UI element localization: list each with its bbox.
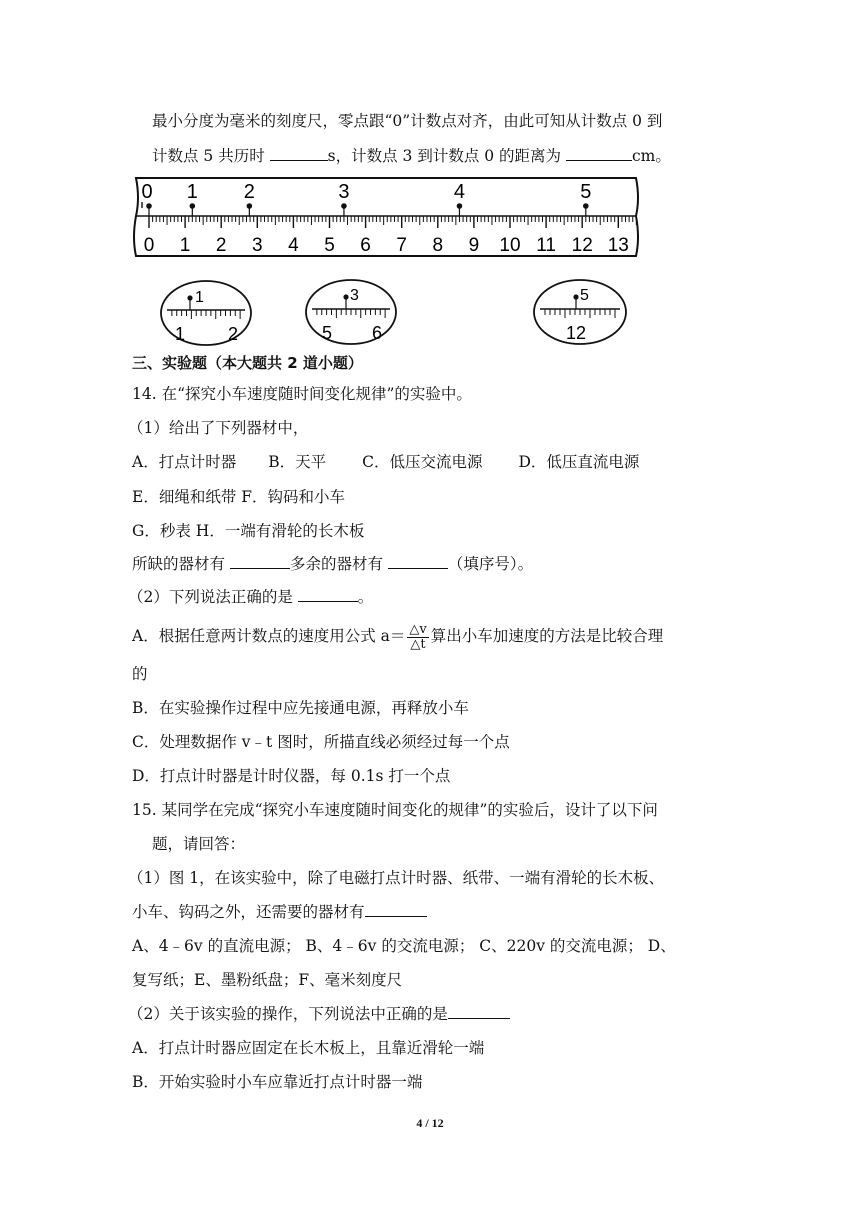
count-point-label: 5 [580, 181, 592, 203]
q14-option-a [132, 622, 663, 652]
part-text: 小车、钩码之外，还需要的器材有 [132, 903, 365, 921]
count-point-label: 4 [453, 181, 466, 203]
magnifier-1 [161, 281, 251, 345]
q14-stem: 14. 在“探究小车速度随时间变化规律”的实验中。 [132, 385, 472, 403]
intro-line-1: 最小分度为毫米的刻度尺，零点跟“0”计数点对齐，由此可知从计数点 0 到 [152, 112, 663, 130]
section-heading: 三、实验题（本大题共 2 道小题） [132, 354, 363, 372]
magnifier-ticks [172, 310, 240, 319]
q15-option-a: A．打点计时器应固定在长木板上，且靠近滑轮一端 [132, 1039, 485, 1057]
q15-options-line2: 复写纸；E、墨粉纸盘；F、毫米刻度尺 [132, 971, 403, 989]
answer-blank[interactable] [365, 902, 427, 917]
fraction-numerator: △v [409, 621, 427, 637]
q15-part1-line2 [132, 902, 427, 922]
count-point-label: 2 [243, 181, 255, 203]
option: A．打点计时器 [132, 453, 237, 471]
option-text: 算出小车加速度的方法是比较合理 [430, 627, 664, 645]
ruler-scale-number: 12 [571, 235, 593, 256]
magnifier-dot-label: 1 [195, 289, 204, 306]
answer-blank[interactable] [566, 146, 632, 161]
fill-text: 所缺的器材有 [132, 555, 230, 573]
option: C．低压交流电源 [362, 453, 483, 471]
ruler-scale-number: 6 [360, 235, 371, 256]
part-text: （2）关于该实验的操作，下列说法中正确的是 [128, 1005, 448, 1023]
ruler-figure [128, 172, 648, 352]
magnifier-dot-label: 3 [350, 287, 359, 304]
intro-text: s，计数点 3 到计数点 0 的距离为 [327, 147, 566, 165]
magnifier-scale-label: 2 [228, 324, 239, 344]
ruler-scale-number: 7 [396, 235, 407, 256]
count-point-label: 3 [338, 181, 350, 203]
ruler-scale-number: 5 [324, 235, 335, 256]
page-number: 4 / 12 [416, 1116, 444, 1130]
q15-option-b: B．开始实验时小车应靠近打点计时器一端 [132, 1073, 423, 1091]
magnifier-5 [534, 280, 626, 344]
ruler-scale-number: 1 [179, 235, 191, 256]
ruler-scale-number: 2 [215, 235, 227, 256]
q14-option-a-cont: 的 [132, 665, 148, 683]
intro-text: cm。 [631, 147, 671, 165]
ruler-scale-number: 3 [252, 235, 263, 256]
intro-text: 计数点 5 共历时 [152, 147, 270, 165]
ruler-scale-number: 4 [288, 235, 299, 256]
fraction-denominator: △t [410, 636, 426, 652]
q15-part2 [128, 1004, 510, 1024]
q14-fill-line [132, 554, 533, 574]
formula-fraction [407, 623, 428, 652]
count-point-label: 1 [186, 181, 198, 203]
magnifier-scale-label: 6 [372, 323, 383, 343]
ruler-scale-number: 9 [468, 235, 480, 256]
ruler-scale-numbers [144, 235, 629, 256]
q14-options-row2: E．细绳和纸带 F．钩码和小车 [132, 488, 345, 506]
fill-text: （填序号）。 [447, 555, 534, 573]
answer-blank[interactable] [270, 146, 328, 161]
q14-option-b: B．在实验操作过程中应先接通电源，再释放小车 [132, 699, 469, 717]
q15-part1-line1: （1）图 1，在该实验中，除了电磁打点计时器、纸带、一端有滑轮的长木板、 [128, 869, 665, 887]
q14-options-row3: G．秒表 H．一端有滑轮的长木板 [132, 522, 365, 540]
answer-blank[interactable] [230, 554, 290, 569]
q15-options-line1: A、4﹣6v 的直流电源； B、4﹣6v 的交流电源； C、220v 的交流电源； D、 [132, 937, 676, 955]
magnifier-ticks [317, 309, 385, 318]
part-text: 。 [357, 588, 374, 606]
option: B．天平 [268, 453, 327, 471]
fill-text: 多余的器材有 [289, 555, 388, 573]
intro-line-2 [152, 146, 671, 166]
q14-part2 [128, 587, 373, 607]
count-points [141, 181, 591, 216]
q14-option-c: C．处理数据作 v﹣t 图时，所描直线必须经过每一个点 [132, 733, 510, 751]
magnifier-dot-label: 5 [580, 287, 589, 304]
q14-option-d: D．打点计时器是计时仪器，每 0.1s 打一个点 [132, 767, 451, 785]
magnifier-scale-label: 1 [175, 324, 186, 344]
ruler-scale-number: 10 [499, 235, 521, 256]
q15-stem-line2: 题，请回答： [152, 835, 246, 853]
magnifier-scale-label: 12 [566, 323, 587, 343]
ruler-scale-number: 8 [432, 235, 444, 256]
q14-options-row1 [132, 452, 639, 472]
answer-blank[interactable] [298, 587, 358, 602]
answer-blank[interactable] [448, 1004, 510, 1019]
part-text: （2）下列说法正确的是 [128, 588, 298, 606]
option-text: A．根据任意两计数点的速度用公式 a＝ [132, 627, 406, 645]
option: D．低压直流电源 [518, 453, 640, 471]
magnifier-ticks [545, 309, 615, 318]
magnifier-3 [306, 280, 396, 344]
answer-blank[interactable] [388, 554, 448, 569]
count-point-label: 0 [141, 181, 153, 203]
magnifier-scale-label: 5 [322, 323, 333, 343]
ruler-ticks [149, 216, 636, 228]
q14-part1: （1）给出了下列器材中， [128, 419, 309, 437]
ruler-outline [134, 178, 638, 256]
ruler-scale-number: 13 [607, 235, 629, 256]
ruler-scale-number: 11 [536, 235, 556, 256]
q15-stem-line1: 15. 某同学在完成“探究小车速度随时间变化的规律”的实验后，设计了以下问 [132, 801, 658, 819]
ruler-scale-number: 0 [143, 235, 155, 256]
